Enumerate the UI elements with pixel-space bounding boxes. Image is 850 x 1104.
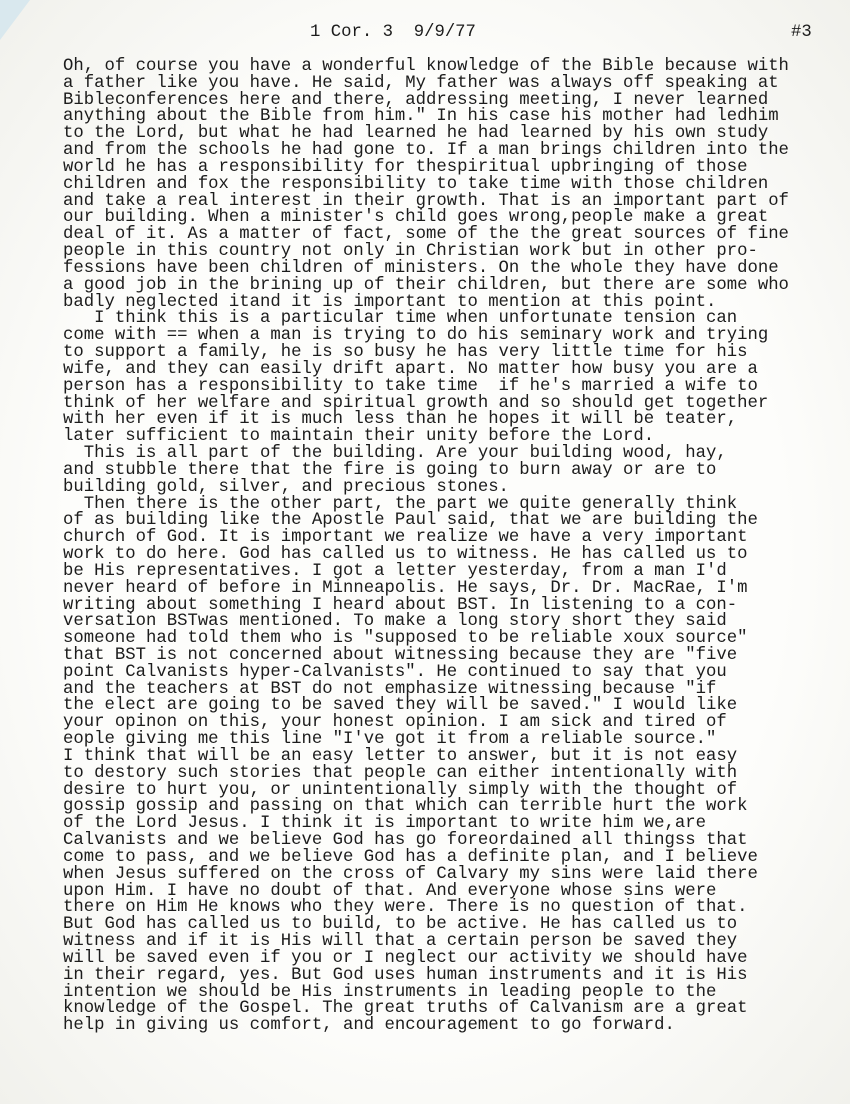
text-line: Oh, of course you have a wonderful knowledge of the Bible because with bbox=[63, 57, 789, 76]
text-line: badly neglected itand it is important to mention at this point. bbox=[63, 292, 717, 312]
text-line: in their regard, yes. But God uses human instruments and it is His bbox=[63, 965, 748, 985]
text-line: that BST is not concerned about witnessing because they are "five bbox=[63, 645, 738, 665]
text-line: come to pass, and we believe God has a definite plan, and I believe bbox=[63, 847, 758, 867]
text-line: intention we should be His instruments in leading people to the bbox=[63, 982, 717, 1002]
text-line: Bibleconferences here and there, addressing meeting, I never learned bbox=[63, 90, 769, 110]
text-line: and the teachers at BST do not emphasize witnessing because "if bbox=[63, 679, 717, 699]
text-line: of as building like the Apostle Paul said, that we are building the bbox=[63, 511, 758, 531]
text-line: and from the schools he had gone to. If a man brings children into the bbox=[63, 141, 789, 161]
page-header-title: 1 Cor. 3 9/9/77 bbox=[310, 23, 476, 42]
text-line: never heard of before in Minneapolis. He says, Dr. Dr. MacRae, I'm bbox=[63, 578, 748, 598]
page-corner-shadow bbox=[0, 0, 30, 40]
text-line: people in this country not only in Christian work but in other pro- bbox=[63, 242, 758, 262]
text-line: fessions have been children of ministers. On the whole they have done bbox=[63, 258, 779, 278]
text-line: there on Him He knows who they were. There is no question of that. bbox=[63, 898, 748, 918]
text-line: your opinon on this, your honest opinion. I am sick and tired of bbox=[63, 713, 727, 733]
text-line: writing about something I heard about BST. In listening to a con- bbox=[63, 595, 738, 615]
text-line: children and fox the responsibility to take time with those children bbox=[63, 174, 769, 194]
text-line: witness and if it is His will that a certain person be saved they bbox=[63, 932, 738, 952]
text-line: to support a family, he is so busy he has very little time for his bbox=[63, 343, 748, 363]
text-line: our building. When a minister's child goes wrong,people make a great bbox=[63, 208, 769, 228]
text-line: eople giving me this line "I've got it from a reliable source." bbox=[63, 730, 717, 750]
text-line: deal of it. As a matter of fact, some of the the great sources of fine bbox=[63, 225, 789, 245]
text-line: work to do here. God has called us to witness. He has called us to bbox=[63, 545, 748, 565]
text-line: a father like you have. He said, My father was always off speaking at bbox=[63, 73, 779, 93]
text-line: church of God. It is important we realize we have a very important bbox=[63, 528, 748, 548]
text-line: and stubble there that the fire is going to burn away or are to bbox=[63, 460, 717, 480]
text-line: to destory such stories that people can either intentionally with bbox=[63, 763, 738, 783]
text-line: later sufficient to maintain their unity before the Lord. bbox=[63, 427, 655, 447]
text-line: someone had told them who is "supposed to be reliable xoux source" bbox=[63, 629, 748, 649]
text-line: the elect are going to be saved they will be saved." I would like bbox=[63, 696, 738, 716]
document-body bbox=[63, 59, 833, 1035]
text-line: help in giving us comfort, and encouragement to go forward. bbox=[63, 1016, 675, 1036]
text-line: wife, and they can easily drift apart. No matter how busy you are a bbox=[63, 359, 758, 379]
text-line: of the Lord Jesus. I think it is important to write him we,are bbox=[63, 814, 706, 834]
text-line: But God has called us to build, to be active. He has called us to bbox=[63, 915, 738, 935]
text-line: knowledge of the Gospel. The great truths of Calvanism are a great bbox=[63, 999, 748, 1019]
text-line: gossip gossip and passing on that which can terrible hurt the work bbox=[63, 797, 748, 817]
text-line: This is all part of the building. Are your building wood, hay, bbox=[63, 444, 727, 464]
text-line: and take a real interest in their growth. That is an important part of bbox=[63, 191, 789, 211]
text-line: building gold, silver, and precious stones. bbox=[63, 477, 509, 497]
text-line: with her even if it is much less than he hopes it will be teater, bbox=[63, 410, 738, 430]
text-line: I think that will be an easy letter to answer, but it is not easy bbox=[63, 746, 738, 766]
text-line: Then there is the other part, the part we quite generally think bbox=[63, 494, 738, 514]
text-line: point Calvanists hyper-Calvanists". He continued to say that you bbox=[63, 662, 727, 682]
text-line: upon Him. I have no doubt of that. And everyone whose sins were bbox=[63, 881, 717, 901]
text-line: a good job in the brining up of their children, but there are some who bbox=[63, 275, 789, 295]
text-line: person has a responsibility to take time if he's married a wife to bbox=[63, 376, 758, 396]
text-line: think of her welfare and spiritual growth and so should get together bbox=[63, 393, 769, 413]
text-line: be His representatives. I got a letter yesterday, from a man I'd bbox=[63, 561, 727, 581]
text-line: anything about the Bible from him." In his case his mother had ledhim bbox=[63, 107, 779, 127]
text-line: to the Lord, but what he had learned he had learned by his own study bbox=[63, 124, 769, 144]
page-number: #3 bbox=[791, 23, 812, 42]
text-line: when Jesus suffered on the cross of Calvary my sins were laid there bbox=[63, 864, 758, 884]
text-line: will be saved even if you or I neglect our activity we should have bbox=[63, 948, 748, 968]
text-line: Calvanists and we believe God has go foreordained all thingss that bbox=[63, 831, 748, 851]
text-line: I think this is a particular time when unfortunate tension can bbox=[63, 309, 738, 329]
text-line: versation BSTwas mentioned. To make a long story short they said bbox=[63, 612, 727, 632]
text-line: come with == when a man is trying to do his seminary work and trying bbox=[63, 326, 769, 346]
text-line: world he has a responsibility for thespiritual upbringing of those bbox=[63, 157, 748, 177]
text-line: desire to hurt you, or unintentionally simply with the thought of bbox=[63, 780, 738, 800]
